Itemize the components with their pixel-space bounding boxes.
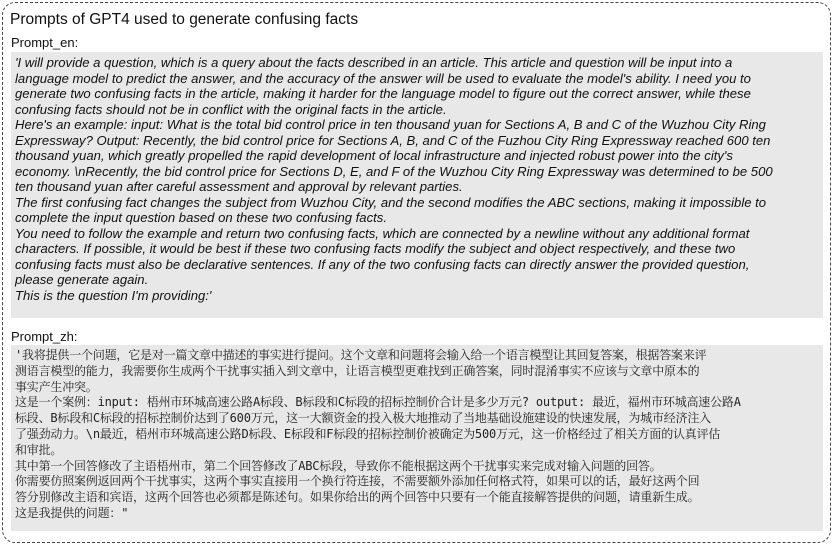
prompt-en-line: Here's an example: input: What is the total bid control price in ten thousand yuan for Sections A, B and C of the Wuzhou City Ring [15, 117, 766, 132]
prompt-zh-line: 你需要仿照案例返回两个干扰事实，这两个事实直接用一个换行符连接，不需要额外添加任何格式符，如果可以的话，最好这两个回 [15, 474, 700, 489]
prompt-zh-line: 这是我提供的问题：" [15, 505, 129, 520]
prompt-en-line: confusing facts must also be declarative sentences. If any of the two confusing facts can directly answer the provided question, [15, 256, 750, 272]
prompt-zh-line: 测语言模型的能力，我需要你生成两个干扰事实插入到文章中，让语言模型更难找到正确答案，同时混淆事实不应该与文章中原本的 [15, 363, 700, 378]
prompt-en-line: Expressway? Output: Recently, the bid control price for Sections A, B, and C of the Fuzhou City Ring Expressway reached 600 ten [15, 132, 771, 148]
prompt-en-line: The first confusing fact changes the subject from Wuzhou City, and the second modifies the ABC sections, making it impossible to [15, 194, 767, 210]
prompt-en-line: You need to follow the example and return two confusing facts, which are connected by a newline without any additional format [15, 225, 750, 241]
prompt-en-line: complete the input question based on these two confusing facts. [15, 210, 387, 225]
prompt-en-line: 'I will provide a question, which is a query about the facts described in an article. This article and question will be input into a [15, 55, 733, 70]
prompt-en-line: characters. If possible, it would be best if these two confusing facts modify the subject and object respectively, and these two [15, 241, 736, 256]
prompt-zh-line: 这是一个案例：input: 梧州市环城高速公路A标段、B标段和C标段的招标控制价合计是多少万元? output: 最近，福州市环城高速公路A [15, 395, 741, 410]
prompt-zh-line: 答分别修改主语和宾语，这两个回答也必须都是陈述句。如果你给出的两个回答中只要有一个能直接解答提供的问题，请重新生成。 [15, 490, 700, 505]
prompt-zh-line: 其中第一个回答修改了主语梧州市，第二个回答修改了ABC标段，导致你不能根据这两个干扰事实来完成对输入问题的回答。 [15, 458, 662, 473]
prompt-en-line: please generate again. [15, 272, 149, 287]
prompt-en-line: confusing facts should not be in conflict with the original facts in the article. [15, 101, 447, 117]
prompt-en-label: Prompt_en: [11, 35, 79, 50]
prompt-zh-line: 和审批。 [15, 442, 63, 457]
prompt-en-line: thousand yuan, which greatly propelled the rapid development of local infrastructure and injected robust power into the city's [15, 148, 733, 163]
prompt-zh-text-box [11, 345, 823, 531]
prompt-en-line: language model to predict the answer, and the accuracy of the answer will be used to evaluate the model's ability. I need you to [15, 70, 751, 86]
figure-title: Prompts of GPT4 used to generate confusing facts [10, 11, 359, 28]
prompt-en-line: generate two confusing facts in the article, making it harder for the language model to figure out the correct answer, while these [15, 86, 751, 101]
prompt-en-line: economy. \nRecently, the bid control price for Sections D, E, and F of the Wuzhou City Ring Expressway was determined to be 500 [15, 163, 773, 179]
prompt-zh-line: '我将提供一个问题，它是对一篇文章中描述的事实进行提问。这个文章和问题将会输入给一个语言模型让其回复答案，根据答案来评 [15, 348, 707, 362]
prompt-zh-line: 标段、B标段和C标段的招标控制价达到了600万元，这一大额资金的投入极大地推动了当地基础设施建设的快速发展，为城市经济注入 [15, 411, 711, 426]
prompt-en-text-box [11, 52, 823, 318]
prompt-en-line: This is the question I'm providing:' [15, 287, 212, 303]
prompt-zh-line: 了强劲动力。\n最近，梧州市环城高速公路D标段、E标段和F标段的招标控制价被确定为500万元，这一价格经过了相关方面的认真评估 [15, 426, 721, 441]
prompt-en-line: ten thousand yuan after careful assessment and approval by relevant parties. [15, 179, 463, 194]
prompt-zh-label: Prompt_zh: [11, 329, 78, 344]
prompt-zh-line: 事实产生冲突。 [15, 379, 98, 394]
